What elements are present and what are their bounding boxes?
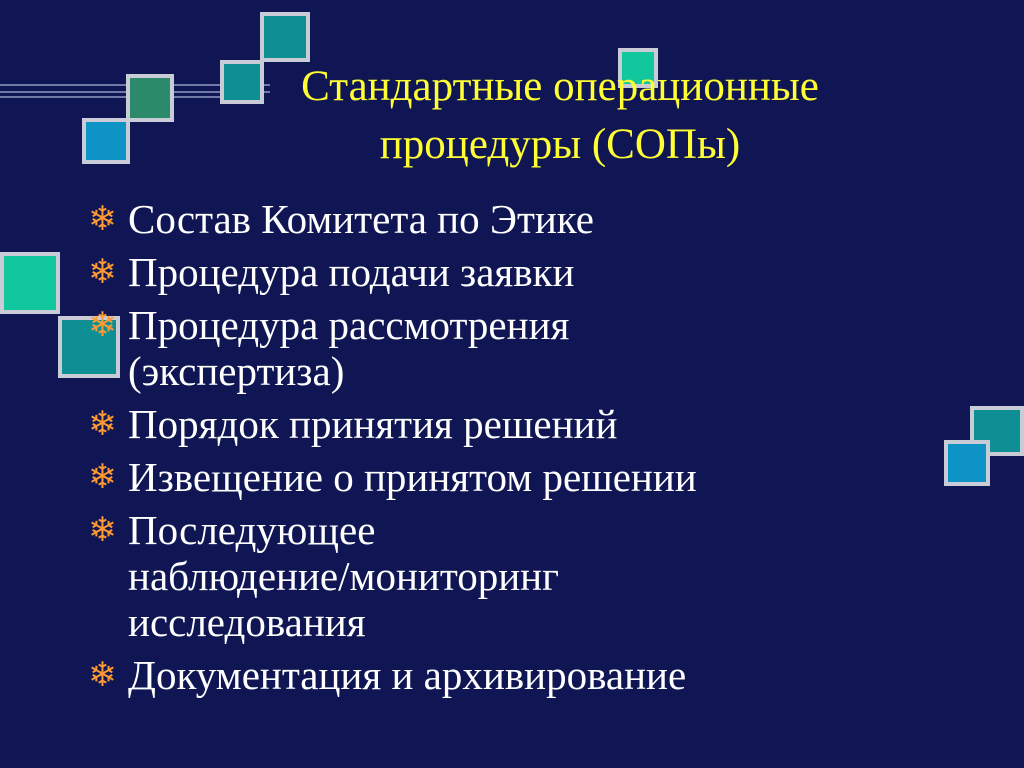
decorative-square bbox=[82, 118, 130, 164]
list-item-text: Документация и архивирование bbox=[128, 652, 687, 698]
slide-title: Стандартные операционные процедуры (СОПы) bbox=[301, 63, 819, 168]
snowflake-bullet-icon: ❄ bbox=[88, 305, 117, 345]
list-item bbox=[88, 302, 988, 394]
decorative-square bbox=[0, 252, 60, 314]
list-item-text: Порядок принятия решений bbox=[128, 401, 618, 447]
list-item-text: Состав Комитета по Этике bbox=[128, 196, 594, 242]
decorative-square bbox=[260, 12, 310, 62]
list-item bbox=[88, 196, 988, 242]
snowflake-bullet-icon: ❄ bbox=[88, 199, 117, 239]
decorative-square bbox=[126, 74, 174, 122]
list-item bbox=[88, 401, 988, 447]
list-item-text: Последующее наблюдение/мониторинг исследования bbox=[128, 507, 559, 645]
bullet-list bbox=[88, 196, 988, 705]
list-item bbox=[88, 507, 988, 645]
list-item-text: Процедура рассмотрения (экспертиза) bbox=[128, 302, 570, 394]
list-item-text: Процедура подачи заявки bbox=[128, 249, 575, 295]
list-item bbox=[88, 652, 988, 698]
list-item-text: Извещение о принятом решении bbox=[128, 454, 697, 500]
snowflake-bullet-icon: ❄ bbox=[88, 457, 117, 497]
list-item bbox=[88, 249, 988, 295]
snowflake-bullet-icon: ❄ bbox=[88, 510, 117, 550]
list-item bbox=[88, 454, 988, 500]
snowflake-bullet-icon: ❄ bbox=[88, 655, 117, 695]
snowflake-bullet-icon: ❄ bbox=[88, 252, 117, 292]
snowflake-bullet-icon: ❄ bbox=[88, 404, 117, 444]
